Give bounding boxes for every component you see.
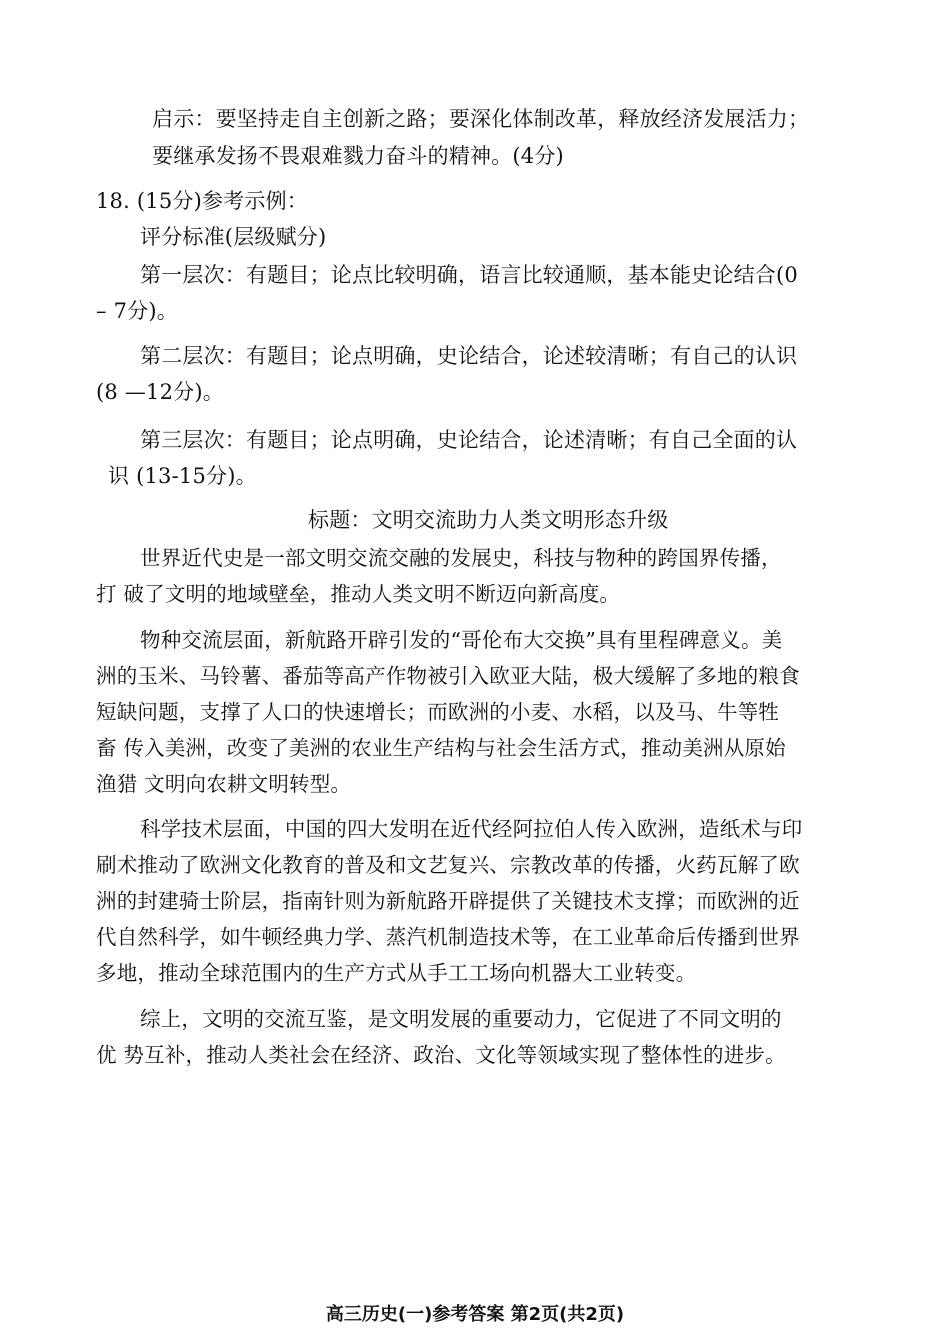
level-3-line-1: 第三层次：有题目；论点明确，史论结合，论述清晰；有自己全面的认 (140, 428, 798, 452)
essay-p1-line-1: 世界近代史是一部文明交流交融的发展史，科技与物种的跨国界传播， (140, 546, 782, 570)
essay-p4-line-2: 优 势互补，推动人类社会在经济、政治、文化等领域实现了整体性的进步。 (96, 1043, 786, 1067)
essay-p3-line-3: 洲的封建骑士阶层，指南针则为新航路开辟提供了关键技术支撑；而欧洲的近 (96, 889, 800, 913)
essay-p3-line-4: 代自然科学，如牛顿经典力学、蒸汽机制造技术等，在工业革命后传播到世界 (96, 925, 800, 949)
essay-p1-line-2: 打 破了文明的地域壁垒，推动人类文明不断迈向新高度。 (96, 582, 621, 606)
essay-p3-line-5: 多地，推动全球范围内的生产方式从手工工场向机器大工业转变。 (96, 961, 697, 985)
level-1-line-2: – 7分)。 (96, 299, 178, 323)
level-2-line-2: (8 —12分)。 (96, 380, 224, 404)
question-18-header: 18. (15分)参考示例： (96, 189, 308, 213)
essay-p2-line-1: 物种交流层面，新航路开辟引发的“哥伦布大交换”具有里程碑意义。美 (140, 628, 783, 652)
essay-p2-line-2: 洲的玉米、马铃薯、番茄等高产作物被引入欧亚大陆，极大缓解了多地的粮食 (96, 664, 800, 688)
scoring-standard: 评分标准(层级赋分) (140, 225, 327, 249)
essay-p3-line-2: 刷术推动了欧洲文化教育的普及和文艺复兴、宗教改革的传播，火药瓦解了欧 (96, 853, 800, 877)
level-1-line-1: 第一层次：有题目；论点比较明确，语言比较通顺，基本能史论结合(0 (140, 263, 798, 287)
page-footer: 高三历史(一)参考答案 第2页(共2页) (325, 1304, 625, 1325)
level-2-line-1: 第二层次：有题目；论点明确，史论结合，论述较清晰；有自己的认识 (140, 344, 798, 368)
essay-p4-line-1: 综上，文明的交流互鉴，是文明发展的重要动力，它促进了不同文明的 (140, 1007, 782, 1031)
essay-p2-line-3: 短缺问题，支撑了人口的快速增长；而欧洲的小麦、水稻，以及马、牛等牲 (96, 700, 780, 724)
essay-p2-line-4: 畜 传入美洲，改变了美洲的农业生产结构与社会生活方式，推动美洲从原始 (96, 736, 786, 760)
qi-shi-line-2: 要继承发扬不畏艰难戮力奋斗的精神。(4分) (152, 144, 564, 168)
qi-shi-line-1: 启示：要坚持走自主创新之路；要深化体制改革，释放经济发展活力； (152, 107, 810, 131)
level-3-line-2: 识 (13-15分)。 (108, 464, 257, 488)
essay-title: 标题：文明交流助力人类文明形态升级 (308, 508, 669, 532)
essay-p3-line-1: 科学技术层面，中国的四大发明在近代经阿拉伯人传入欧洲，造纸术与印 (140, 817, 803, 841)
essay-p2-line-5: 渔猎 文明向农耕文明转型。 (96, 772, 352, 796)
